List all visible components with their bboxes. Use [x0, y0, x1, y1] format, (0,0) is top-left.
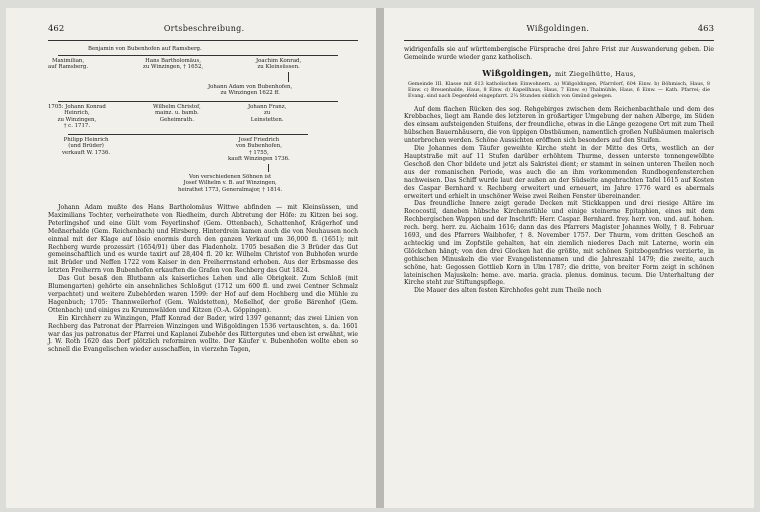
- left-page-header: [48, 24, 358, 34]
- right-page-number: 463: [697, 24, 714, 34]
- tree-joachim-konrad: Joachim Konrad, zu Kleinsüssen.: [256, 58, 302, 71]
- left-page: [6, 8, 376, 508]
- right-page-header: [404, 24, 714, 34]
- paragraph: Die Johannes dem Täufer geweihte Kirche steht in der Mitte des Orts, westlich an der Hauptstraße mit auf 11 Stufen darüber erhöhtem Thurme, dessen unterste tonnengewölbte Geschoß den Chor bildete und jetzt als Sakristei dient; er stammt in seinen unteren Theilen noch aus der romanischen Periode, was auch die an ihm vorkommenden Rundbogenfensterchen nachweisen. Das Schiff wurde laut der außen an der Südseite angebrachten Tafel 1615 auf Kosten des Caspar Bernhard v. Rechberg erweitert und erneuert, im Jahre 1776 ward es abermals erweitert und erhielt in unschöner Weise zwei Reihen Fenster übereinander.: [404, 145, 714, 200]
- paragraph: Ein Kirchherr zu Winzingen, Pfaff Konrad der Bader, wird 1397 genannt; das zwei Linien von Rechberg das Patronat der Pfarreien Winzingen und Wißgoldingen 1536 vertauschten, s. da. 1601 war das jus patronatus der Pfarrei und Kaplanei Zubehör des Rittergutes und eben ist erwähnt, wie J. W. Roth 1620 das Dorf plötzlich reformiren wollte. Der Käufer v. Bubenhofen wollte eben so schnell die Evangelischen wieder ausschaffen, in vierzehn Tagen,: [48, 314, 358, 354]
- right-page: [384, 8, 754, 508]
- tree-hans-bartholomaeus: Hans Bartholomäus, zu Winzingen, † 1652,: [143, 58, 204, 71]
- municipality-summary: Gemeinde III. Klasse mit 613 katholischen Einwohnern. a) Wißgoldingen, Pfarrdorf, 604 Einw. b) Böhmisch, Haus, 8 Einw. c) Breuenhalde, Haus, 8 Einw. d) Kapellhaus, Haus, 7 Einw. e) Thalmühle, Haus, 6 Einw. — Kath. Pfarrei; die Evang. sind nach Degenfeld eingepfarrt. 2¼ Stunden südlich von Gmünd gelegen.: [408, 80, 710, 99]
- left-page-number: 462: [48, 24, 65, 34]
- book-gutter: [376, 8, 384, 508]
- right-running-title: Wißgoldingen.: [526, 24, 590, 33]
- tree-maximilian: Maximilian, auf Ramsberg.: [48, 58, 89, 71]
- tree-josef-friedrich: Josef Friedrich von Bubenhofen, † 1755, kauft Winzingen 1736.: [228, 137, 290, 162]
- left-header-rule: [48, 40, 358, 41]
- right-header-rule: [404, 40, 714, 41]
- tree-johann-adam: Johann Adam von Bubenhofen, zu Winzingen 1622 ff.: [208, 84, 293, 97]
- tree-josef-wilhelm: Von verschiedenen Söhnen ist Josef Wilhelm v. B. auf Winzingen, heirathet 1773, Generalmajor, † 1814.: [178, 174, 283, 193]
- paragraph: Die Mauer des alten festen Kirchhofes geht zum Theile noch: [414, 287, 602, 295]
- genealogy-tree: [48, 46, 358, 248]
- paragraph: Johann Adam mußte des Hans Bartholomäus Wittwe abfinden — mit Kleinsüssen, und Maximilians Tochter, verheirathete von Riedheim, durch Abtretung der Höfe: zu Kitzen bei sog. Peterlingshof und eine Gült vom Feyerlinshof (Gem. Ottenbach), Schattenhof, Krägerhof und Meßnerhalde (Gem. Reichenbach) und Hirsberg. Hinterdrein kamen auch die von Neuhausen noch einmal mit der Klage auf lösio enormis durch den ganzen Verkauf um 36,000 fl. (1651); mit Rechberg wurde prozessirt (1654/91) über das Fladenholz. 1705 besaßen die 3 Brüder das Gut gemeinschaftlich und es wurde taxirt auf 28,404 fl. 20 kr. Wilhelm Christof von Bubhofen wurde mit Brüder und Neffen 1722 vom Kaiser in den Freiherrnstand erhoben. Aus der Erbsmasse des letzten Freiherrn von Bubenhofen erkauften die Grafen von Rechberg das Gut 1824.: [48, 204, 358, 275]
- paragraph: Auf dem flachen Rücken des sog. Rehgebirges zwischen dem Reichenbachthale und dem des Krebbaches, liegt am Rande des letzteren in großartiger Umgebung der nahen Alberge, im Süden des einsam aufsteigenden Stuifens, der freundliche, etwas in die Länge gezogene Ort mit zum Theil hübschen Bauernhäusern, die von üppigen Obstbäumen, namentlich großen Nußbäumen malerisch unterbrochen werden. Schöne Aussichten eröffnen sich besonders auf den Stuifen.: [404, 105, 714, 145]
- tree-johann-franz: Johann Franz, zu Leinstetten.: [248, 104, 287, 123]
- tree-johann-konrad: 1705: Johann Konrad Heinrich, zu Winzingen, † c. 1717.: [48, 104, 106, 129]
- tree-root: Benjamin von Bubenhofen auf Ramsberg.: [88, 46, 202, 52]
- right-body-text: [404, 106, 714, 296]
- tree-philipp-heinrich: Philipp Heinrich (und Brüder) verkauft W. 1736.: [62, 137, 111, 156]
- left-running-title: Ortsbeschreibung.: [163, 24, 245, 33]
- section-heading: Wißgoldingen, mit Ziegelhütte, Haus,: [482, 67, 636, 78]
- paragraph: Das freundliche Innere zeigt gerade Decken mit Stickkappen und drei riesige Altäre im Rococostil, daneben hübsche Kirchenstühle und einige steinerne Epitaphien, eines mit dem Rechbergischen Wappen und der Inschrift: Herr. Caspar. Bernhard. frey. herr. von. und. auf. hohen. rech. berg. herr. zu. Aichaim 1616; dann das des Pfarrers Magister Johannes Wolly, † 8. Februar 1693, und des Pfarrers Waibhofer, † 8. November 1757. Der Thurm, vom dritten Geschoß an achteckig und im Zopfstile gehalten, hat ein ziemlich niederes Dach mit Laterne, worin ein Glöckchen hängt; von den drei Glocken hat die größte, mit schönen Spitzbogenfries verzierte, in gothischen Minuskeln die vier Evangelistennamen und die Jahreszahl 1479; die zweite, auch schöne, hat: Gegossen Gottlieb Korn in Ulm 1787; die dritte, von breiter Form zeigt in schönen lateinischen Majuskeln: heme. ave. maria. gracia. plenus. dominus. tecum. Die Unterhaltung der Kirche steht zur Stiftungspflege.: [404, 200, 714, 287]
- tree-wilhelm-christof: Wilhelm Christof, mainz. u. bamb. Geheimrath.: [153, 104, 201, 123]
- paragraph: Das Gut besaß den Blutbann als kaiserliches Lehen und alle Obrigkeit. Zum Schloß (mit Blumengarten) gehörte ein ansehnliches Schloßgut (1712 um 600 fl. und zwei Centner Schmalz verpachtet) und weitere Zubehörden waren 1599: der Hof auf dem Hochberg und die Mühle zu Hagenbuch; 1705: Thannweilerhof (Gem. Waldstetten), Meßelhof, der große Bärenhof (Gem. Ottenbach) und einiges zu Krummwälden und Kitzen (O.-A. Göppingen).: [48, 275, 358, 314]
- right-intro-text: widrigenfalls sie auf württembergische Fürsprache drei Jahre Frist zur Auswanderung geben. Die Gemeinde wurde wieder ganz katholisch.: [404, 46, 714, 61]
